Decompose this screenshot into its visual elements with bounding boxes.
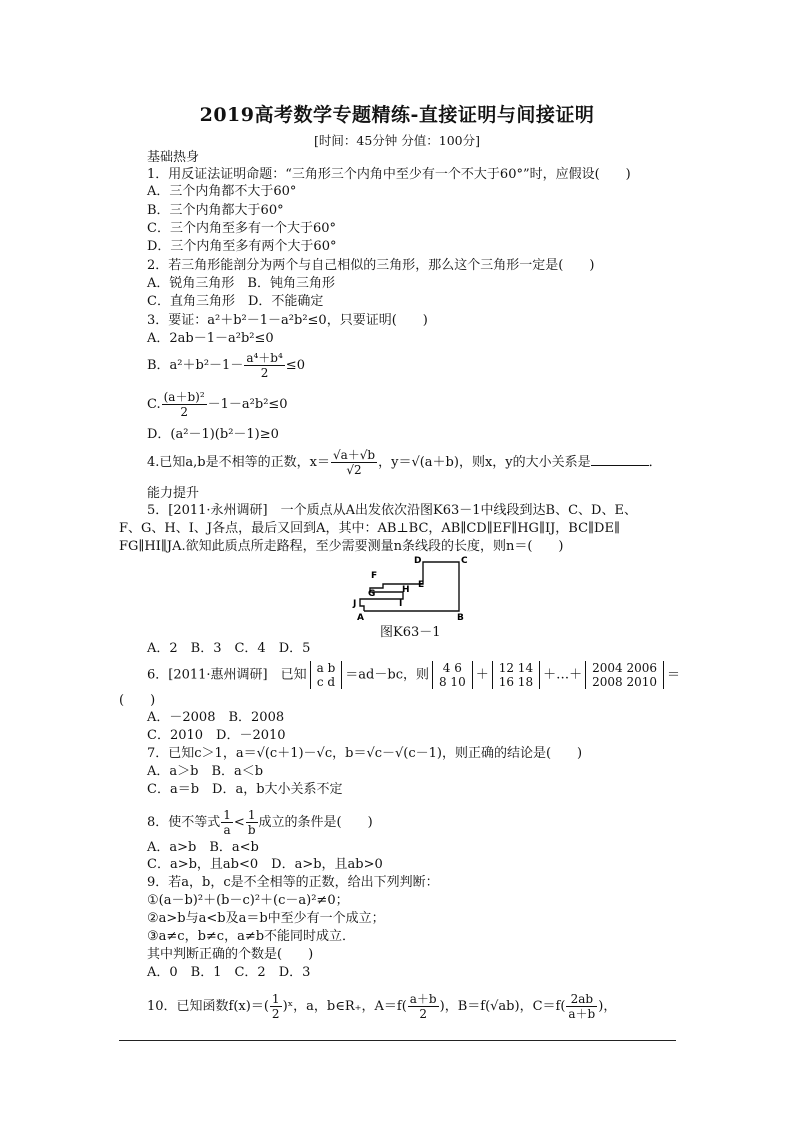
point-label-c: C <box>461 556 468 566</box>
q7-options-cd: C．a＝b D．a，b大小关系不定 <box>147 782 343 797</box>
q5-options: A．2 B．3 C．4 D．5 <box>147 641 311 656</box>
q9-stem: 9．若a，b，c是不全相等的正数，给出下列判断： <box>147 875 439 890</box>
q6-options-cd: C．2010 D．－2010 <box>147 728 286 743</box>
point-label-f: F <box>371 571 378 581</box>
q6-answer-paren: ( ) <box>119 693 156 708</box>
point-label-d: D <box>414 556 422 566</box>
q3-option-c: C. $\frac{\text{(a＋b)²}}{2}$ －1－a²b²≤0 <box>147 390 288 419</box>
q5-line-1: 5．[2011·永州调研] 一个质点从A出发依次沿图K63－1中线段到达B、C、D、E、 <box>147 503 637 518</box>
q10-stem: 10．已知函数f(x)＝( $\frac{1}{2}$ )ˣ，a，b∈R₊，A＝f( $\frac{a+b}{2}$ )，B＝f(√ab)，C＝f( $\frac{2ab}{a+b}$ )， <box>147 992 617 1021</box>
q9-judgment-2: ②a>b与a<b及a＝b中至少有一个成立； <box>147 911 385 926</box>
q2-stem: 2．若三角形能剖分为两个与自己相似的三角形，那么这个三角形一定是( ) <box>147 258 595 273</box>
q8-options-cd: C．a>b，且ab<0 D．a>b，且ab>0 <box>147 857 383 872</box>
q7-options-ab: A．a＞b B．a＜b <box>147 764 264 779</box>
section-heading-advanced: 能力提升 <box>147 486 200 501</box>
fraction: $\frac{1}{a}$ <box>223 808 231 837</box>
q9-judgment-1: ①(a－b)²＋(b－c)²＋(c－a)²≠0； <box>147 893 349 908</box>
q1-stem: 1．用反证法证明命题：“三角形三个内角中至少有一个不大于60°”时，应假设( ) <box>147 167 631 182</box>
point-label-h: H <box>402 585 410 595</box>
fraction: $\frac{√a+√b}{√2}$ <box>332 448 376 477</box>
q5-line-2: F、G、H、I、J各点，最后又回到A，其中：AB⊥BC，AB∥CD∥EF∥HG∥IJ，BC∥DE∥ <box>119 521 620 536</box>
q7-stem: 7．已知c＞1，a＝√(c＋1)－√c，b＝√c－√(c－1)，则正确的结论是( ) <box>147 746 583 761</box>
q8-options-ab: A．a>b B．a<b <box>147 840 259 855</box>
fraction: $\frac{\text{a⁴＋b⁴}}{2}$ <box>246 351 283 380</box>
q6-stem: 6．[2011·惠州调研] 已知 a b c d ＝ad－bc，则 4 6 8 10 ＋ 12 14 16 18 ＋…＋ 2004 2006 2008 2010 ＝ <box>147 661 681 689</box>
point-label-a: A <box>357 613 364 623</box>
q3-option-a: A．2ab－1－a²b²≤0 <box>147 331 274 346</box>
figure-caption: 图K63－1 <box>380 625 441 640</box>
section-heading-basic: 基础热身 <box>147 150 200 165</box>
fraction: $\frac{\text{(a＋b)²}}{2}$ <box>163 390 205 419</box>
q8-stem: 8．使不等式 $\frac{1}{a}$ < $\frac{1}{b}$ 成立的条件是( ) <box>147 808 373 837</box>
answer-blank <box>591 453 649 466</box>
fraction: $\frac{2ab}{a+b}$ <box>568 992 596 1021</box>
q1-option-a: A．三个内角都不大于60° <box>147 184 297 199</box>
q9-judgment-3: ③a≠c，b≠c，a≠b不能同时成立． <box>147 929 356 944</box>
point-label-i: I <box>399 599 403 609</box>
point-label-b: B <box>457 613 464 623</box>
page-bottom-rule <box>119 1040 676 1041</box>
fraction: $\frac{a+b}{2}$ <box>409 992 437 1021</box>
determinant: 2004 2006 2008 2010 <box>585 661 664 689</box>
point-label-j: J <box>353 599 357 609</box>
q1-option-b: B．三个内角都大于60° <box>147 203 284 218</box>
q4-stem: 4.已知a,b是不相等的正数，x＝ $\frac{√a+√b}{√2}$ ，y＝√(a＋b)，则x，y的大小关系是 ． <box>147 448 662 477</box>
fraction: $\frac{1}{b}$ <box>247 808 256 837</box>
determinant: a b c d <box>310 661 343 689</box>
q3-option-b: B．a²＋b²－1－ $\frac{\text{a⁴＋b⁴}}{2}$ ≤0 <box>147 351 305 380</box>
q3-option-d: D．(a²－1)(b²－1)≥0 <box>147 427 279 442</box>
q5-line-3: FG∥HI∥JA.欲知此质点所走路程，至少需要测量n条线段的长度，则n＝( ) <box>119 539 564 554</box>
point-label-g: G <box>368 589 376 599</box>
document-title: 2019高考数学专题精练-直接证明与间接证明 <box>199 104 595 126</box>
figure-k63-1 <box>340 554 470 624</box>
q1-option-c: C．三个内角至多有一个大于60° <box>147 221 336 236</box>
q6-options-ab: A．－2008 B．2008 <box>147 710 285 725</box>
fraction: $\frac{1}{2}$ <box>271 992 280 1021</box>
q2-options-cd: C．直角三角形 D．不能确定 <box>147 294 324 309</box>
q3-stem: 3．要证：a²＋b²－1－a²b²≤0，只要证明( ) <box>147 313 428 328</box>
q1-option-d: D．三个内角至多有两个大于60° <box>147 239 337 254</box>
determinant: 12 14 16 18 <box>492 661 540 689</box>
q2-options-ab: A．锐角三角形 B．钝角三角形 <box>147 276 335 291</box>
q9-question: 其中判断正确的个数是( ) <box>147 947 314 962</box>
time-score-info: [时间：45分钟 分值：100分] <box>314 133 480 148</box>
determinant: 4 6 8 10 <box>432 661 473 689</box>
q9-options: A．0 B．1 C．2 D．3 <box>147 965 311 980</box>
point-label-e: E <box>418 580 425 590</box>
